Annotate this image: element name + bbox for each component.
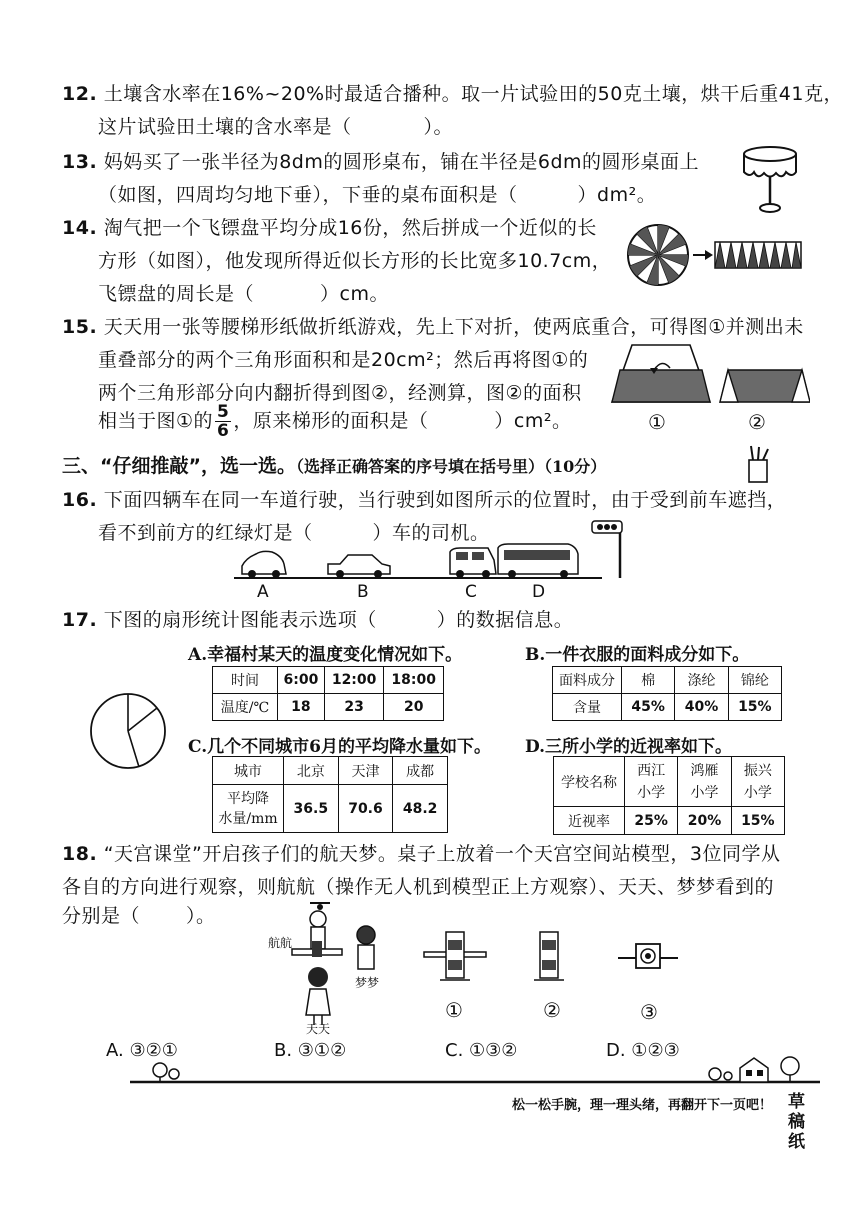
question-18-line2: 各自的方向进行观察，则航航（操作无人机到模型正上方观察）、天天、梦梦看到的 xyxy=(62,876,775,898)
footer-slogan: 松一松手腕，理一理头绪，再翻开下一页吧！ xyxy=(512,1098,773,1113)
question-16-line1: 16. 下面四辆车在同一车道行驶，当行驶到如图所示的位置时，由于受到前车遮挡， xyxy=(62,489,787,511)
question-17-line1: 17. 下图的扇形统计图能表示选项（ ）的数据信息。 xyxy=(62,609,574,631)
space-station-observers-figure xyxy=(278,895,388,1035)
section-3-heading: 三、“仔细推敲”，选一选。（选择正确答案的序号填在括号里）（10分） xyxy=(62,455,607,477)
car-label-b: B xyxy=(357,582,369,602)
choice-c[interactable]: C. ①③② xyxy=(445,1040,518,1061)
car-label-c: C xyxy=(465,582,477,602)
figure-label-2: ② xyxy=(748,410,766,434)
station-view-2 xyxy=(520,928,580,984)
choice-d[interactable]: D. ①②③ xyxy=(606,1040,680,1061)
car-label-d: D xyxy=(532,582,546,602)
choice-a[interactable]: A. ③②① xyxy=(106,1040,178,1061)
question-15-line1: 15. 天天用一张等腰梯形纸做折纸游戏，先上下对折，使两底重合，可得图①并测出未 xyxy=(62,316,804,338)
question-12-line2: 这片试验田土壤的含水率是（ ）。 xyxy=(98,116,454,138)
question-number: 12. xyxy=(62,83,98,105)
question-16-line2: 看不到前方的红绿灯是（ ）车的司机。 xyxy=(98,522,490,544)
option-b-table: 面料成分 棉 涤纶 锦纶 含量 45% 40% 15% xyxy=(552,666,782,721)
person-label-hanghang: 航航 xyxy=(268,936,293,950)
view-label-1: ① xyxy=(445,998,463,1022)
question-13-line1: 13. 妈妈买了一张半径为8dm的圆形桌布，铺在半径是6dm的圆形桌面上 xyxy=(62,151,700,173)
footer-ground-decoration xyxy=(130,1052,820,1088)
question-15-line4: 相当于图①的 $\frac{5}{6}$ ，原来梯形的面积是（ ）cm²。 xyxy=(98,402,572,441)
question-15-line3: 两个三角形部分向内翻折得到图②，经测算，图②的面积 xyxy=(98,382,582,404)
cars-on-road-figure xyxy=(232,518,632,582)
question-14-line3: 飞镖盘的周长是（ ）cm。 xyxy=(98,283,389,305)
person-label-tiantian: 天天 xyxy=(306,1022,331,1036)
option-b-title: B.一件衣服的面料成分如下。 xyxy=(525,645,750,665)
option-a-title: A.幸福村某天的温度变化情况如下。 xyxy=(188,645,463,665)
option-d-table: 学校名称 西江 小学 鸿雁 小学 振兴 小学 近视率 25% 20% 15% xyxy=(553,756,785,835)
view-label-3: ③ xyxy=(640,1000,658,1024)
person-label-mengmeng: 梦梦 xyxy=(355,976,380,990)
pie-chart-figure xyxy=(88,690,168,772)
option-a-table: 时间 6:00 12:00 18:00 温度/℃ 18 23 20 xyxy=(212,666,444,721)
station-view-1 xyxy=(420,928,490,984)
choice-b[interactable]: B. ③①② xyxy=(274,1040,347,1061)
figure-label-1: ① xyxy=(648,410,666,434)
question-18-line3: 分别是（ ）。 xyxy=(62,905,216,927)
station-view-3 xyxy=(616,940,680,976)
question-12-line1: 12. 土壤含水率在16%~20%时最适合播种。取一片试验田的50克土壤，烘干后重41克， xyxy=(62,83,843,105)
dartboard-to-rectangle-figure xyxy=(625,220,805,290)
view-label-2: ② xyxy=(543,998,561,1022)
option-d-title: D.三所小学的近视率如下。 xyxy=(525,737,733,757)
pencil-cup-icon xyxy=(745,444,773,484)
question-18-line1: 18. “天宫课堂”开启孩子们的航天梦。桌子上放着一个天宫空间站模型，3位同学从 xyxy=(62,843,781,865)
question-14-line1: 14. 淘气把一个飞镖盘平均分成16份，然后拼成一个近似的长 xyxy=(62,217,597,239)
option-c-title: C.几个不同城市6月的平均降水量如下。 xyxy=(188,737,491,757)
trapezoid-fold-figures xyxy=(610,340,810,410)
draft-paper-label: 草 稿 纸 xyxy=(788,1092,805,1152)
question-13-line2: （如图，四周均匀地下垂），下垂的桌布面积是（ ）dm²。 xyxy=(98,184,657,206)
fraction: $\frac{5}{6}$ xyxy=(217,402,230,441)
car-label-a: A xyxy=(257,582,269,602)
option-c-table: 城市 北京 天津 成都 平均降 水量/mm 36.5 70.6 48.2 xyxy=(212,756,448,833)
round-table-figure xyxy=(738,142,802,216)
question-15-line2: 重叠部分的两个三角形面积和是20cm²；然后再将图①的 xyxy=(98,349,589,371)
question-14-line2: 方形（如图），他发现所得近似长方形的长比宽多10.7cm， xyxy=(98,250,612,272)
